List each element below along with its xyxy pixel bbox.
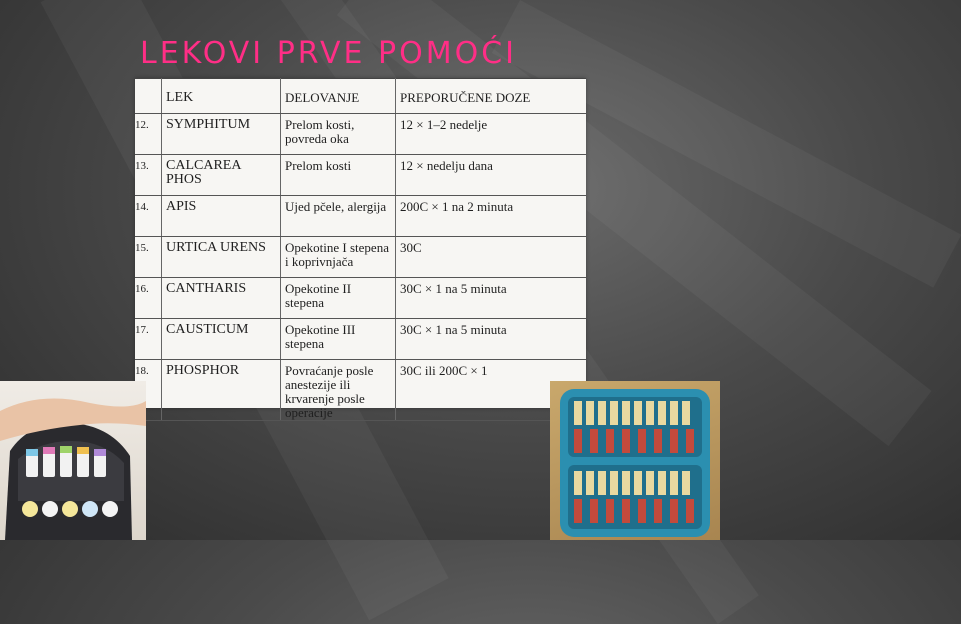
slide-title: LEKOVI PRVE POMOĆI	[140, 36, 517, 71]
remedy-dose: 30C	[396, 237, 587, 278]
remedy-kit-photo-left	[0, 381, 146, 540]
remedy-name: URTICA URENS	[162, 237, 281, 278]
header-number	[135, 79, 162, 114]
remedy-kit-photo-right	[550, 381, 720, 540]
table-header-row	[135, 79, 586, 114]
table-row	[135, 237, 586, 278]
remedy-action: Prelom kosti, povreda oka	[281, 114, 396, 155]
table-row	[135, 114, 586, 155]
remedy-dose: 12 × 1–2 nedelje	[396, 114, 587, 155]
table-row	[135, 155, 586, 196]
remedies-table	[135, 78, 586, 421]
remedy-name: CANTHARIS	[162, 278, 281, 319]
header-lek: LEK	[162, 79, 281, 114]
row-number: 17.	[135, 319, 162, 360]
remedy-name: SYMPHITUM	[162, 114, 281, 155]
remedy-dose: 12 × nedelju dana	[396, 155, 587, 196]
table-row	[135, 319, 586, 360]
table-row	[135, 196, 586, 237]
row-number: 12.	[135, 114, 162, 155]
remedy-action: Opekotine III stepena	[281, 319, 396, 360]
remedy-action: Prelom kosti	[281, 155, 396, 196]
table-row	[135, 278, 586, 319]
row-number: 18.	[135, 360, 162, 421]
table-row	[135, 360, 586, 421]
remedy-action: Povraćanje posle anestezije ili krvarenje posle operacije	[281, 360, 396, 421]
row-number: 16.	[135, 278, 162, 319]
blue-case-with-vials-image	[550, 381, 720, 540]
header-delovanje: DELOVANJE	[281, 79, 396, 114]
remedy-dose: 30C × 1 na 5 minuta	[396, 319, 587, 360]
remedy-name: PHOSPHOR	[162, 360, 281, 421]
remedy-action: Ujed pčele, alergija	[281, 196, 396, 237]
remedy-action: Opekotine II stepena	[281, 278, 396, 319]
header-doze: PREPORUČENE DOZE	[396, 79, 587, 114]
remedy-dose: 30C × 1 na 5 minuta	[396, 278, 587, 319]
black-case-with-vials-image	[0, 381, 146, 540]
remedy-dose: 30C ili 200C × 1	[396, 360, 587, 421]
remedy-dose: 200C × 1 na 2 minuta	[396, 196, 587, 237]
remedy-name: CAUSTICUM	[162, 319, 281, 360]
row-number: 15.	[135, 237, 162, 278]
row-number: 14.	[135, 196, 162, 237]
remedy-name: CALCAREA PHOS	[162, 155, 281, 196]
scanned-table	[135, 78, 586, 420]
remedy-name: APIS	[162, 196, 281, 237]
remedy-action: Opekotine I stepena i koprivnjača	[281, 237, 396, 278]
row-number: 13.	[135, 155, 162, 196]
